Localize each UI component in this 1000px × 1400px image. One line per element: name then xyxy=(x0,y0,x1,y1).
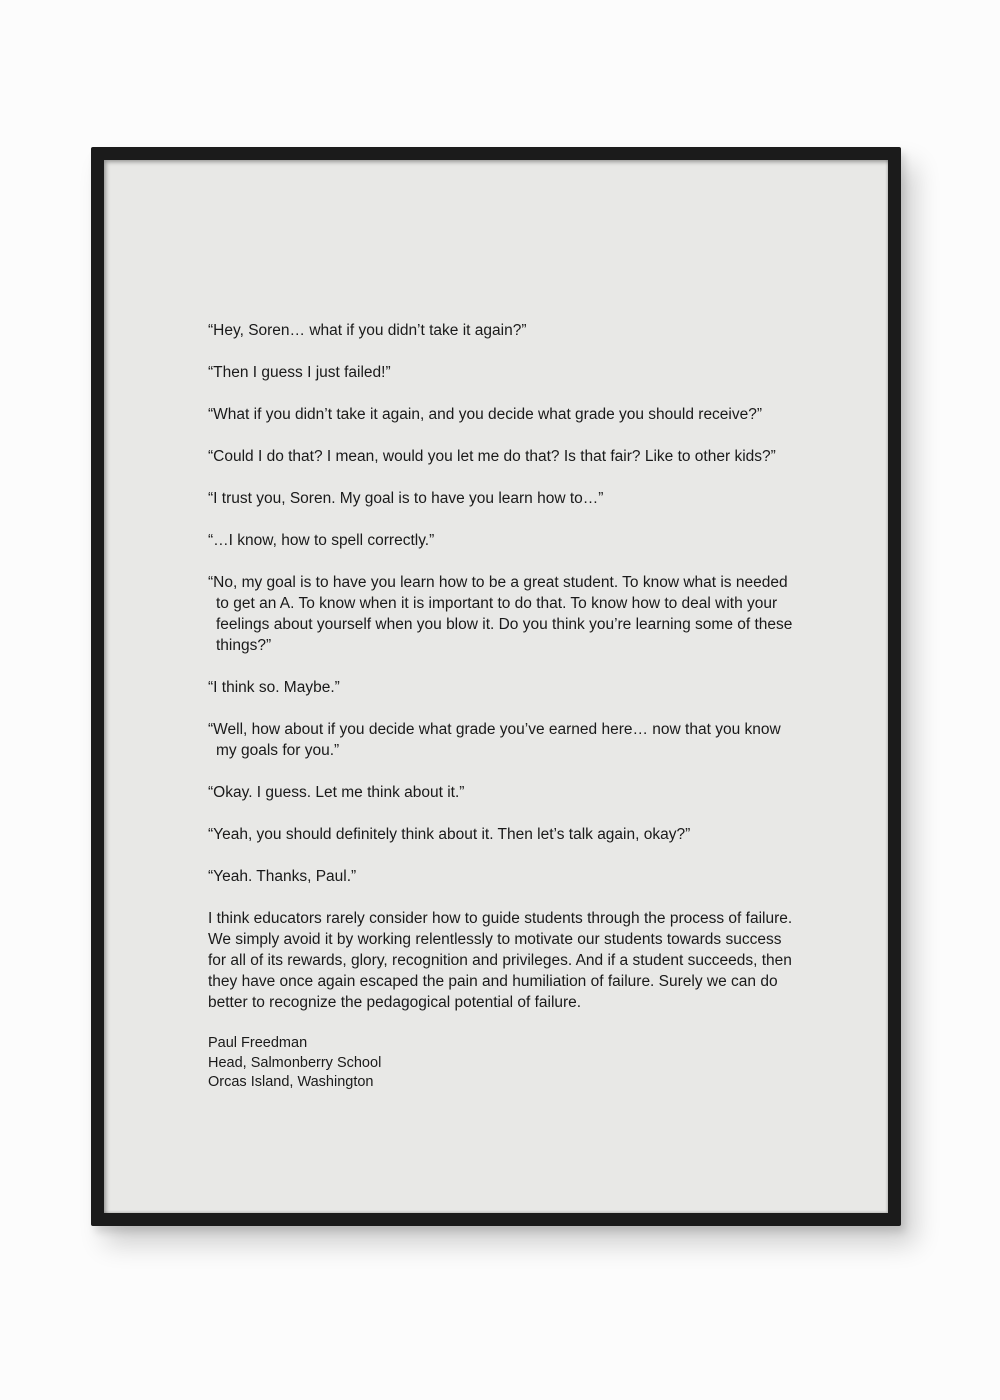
signature-location: Orcas Island, Washington xyxy=(208,1074,374,1090)
dialogue-line-3: “What if you didn’t take it again, and you decide what grade you should receive?” xyxy=(208,406,763,423)
picture-frame xyxy=(91,147,901,1226)
dialogue-line-10: “Okay. I guess. Let me think about it.” xyxy=(208,784,465,801)
dialogue-line-4: “Could I do that? I mean, would you let me do that? Is that fair? Like to other kids?” xyxy=(208,448,776,465)
document-text xyxy=(208,320,793,1093)
dialogue-line-1: “Hey, Soren… what if you didn’t take it again?” xyxy=(208,322,527,339)
dialogue-line-8: “I think so. Maybe.” xyxy=(208,679,340,696)
dialogue-line-2: “Then I guess I just failed!” xyxy=(208,364,391,381)
signature-name: Paul Freedman xyxy=(208,1035,308,1051)
dialogue-line-5: “I trust you, Soren. My goal is to have you learn how to…” xyxy=(208,490,604,507)
dialogue-line-6: “…I know, how to spell correctly.” xyxy=(208,532,435,549)
reflection-paragraph: I think educators rarely consider how to guide students through the process of failure. We simply avoid it by working relentlessly to motivate our students towards success for all of its rewards, glory, recognition and privileges. And if a student succeeds, then they have once again escaped the pain and humiliation of failure. Surely we can do better to recognize the pedagogical potential of failure. xyxy=(208,910,793,1011)
dialogue-line-12: “Yeah. Thanks, Paul.” xyxy=(208,868,357,885)
signature-title: Head, Salmonberry School xyxy=(208,1054,382,1071)
dialogue-line-11: “Yeah, you should definitely think about it. Then let’s talk again, okay?” xyxy=(208,826,691,843)
dialogue-line-9: “Well, how about if you decide what grade you’ve earned here… now that you know my goals for you.” xyxy=(208,721,781,759)
dialogue-line-7: “No, my goal is to have you learn how to be a great student. To know what is needed to get an A. To know when it is important to do that. To know how to deal with your feelings about yourself when you blow it. Do you think you’re learning some of these things?” xyxy=(208,574,793,654)
framed-document xyxy=(104,160,888,1213)
signature-block xyxy=(208,1034,793,1093)
